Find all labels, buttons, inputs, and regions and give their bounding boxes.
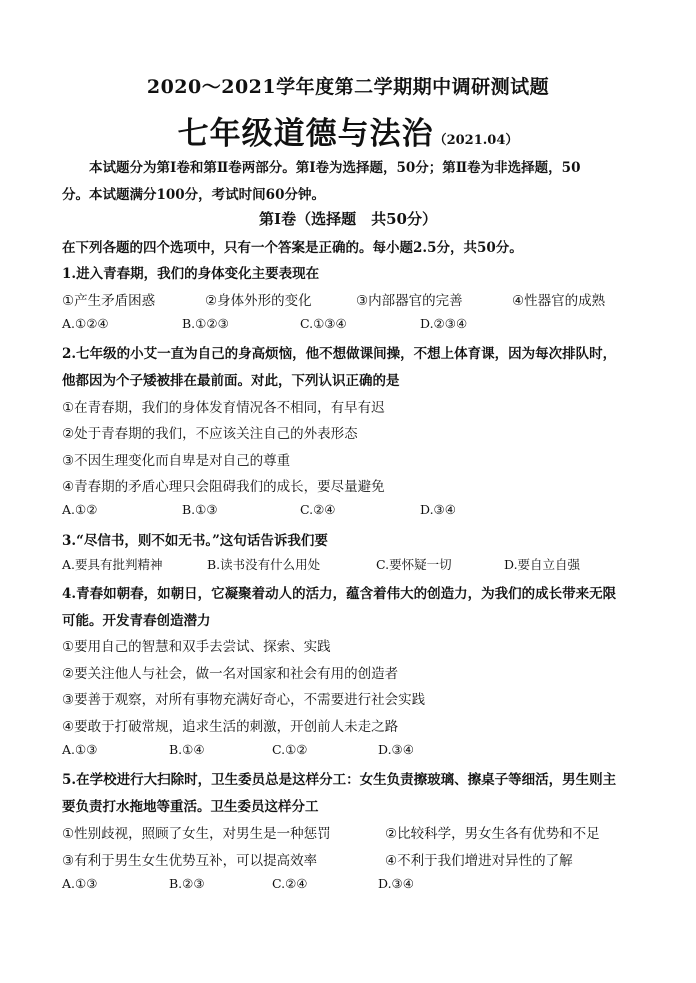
question-1-item: ④性器官的成熟 [512, 293, 606, 309]
question-5-answers [62, 876, 662, 894]
answer-option: D.③④ [420, 502, 456, 517]
question-5-item: ③有利于男生女生优势互补，可以提高效率 [62, 853, 318, 869]
answer-option: D.③④ [378, 742, 414, 757]
answer-option: C.①② [272, 742, 308, 757]
question-1-items [62, 289, 662, 307]
answer-option: D.要自立自强 [504, 557, 581, 572]
answer-option: B.①②③ [182, 316, 229, 331]
section-instruction: 在下列各题的四个选项中，只有一个答案是正确的。每小题2.5分，共50分。 [62, 240, 523, 256]
question-4-item: ③要善于观察，对所有事物充满好奇心，不需要进行社会实践 [62, 692, 426, 708]
question-2-item: ③不因生理变化而自卑是对自己的尊重 [62, 453, 291, 469]
question-5-items-row-1 [62, 822, 662, 840]
question-1-answers [62, 316, 662, 334]
subject-title [0, 108, 696, 153]
answer-option: C.②④ [300, 502, 336, 517]
question-1-item: ③内部器官的完善 [356, 293, 463, 309]
answer-option: B.①③ [182, 502, 218, 517]
question-2-item: ④青春期的矛盾心理只会阻碍我们的成长，要尽量避免 [62, 479, 385, 495]
intro-line-1: 本试题分为第Ⅰ卷和第Ⅱ卷两部分。第Ⅰ卷为选择题，50分；第Ⅱ卷为非选择题，50 [89, 160, 581, 176]
answer-option: D.②③④ [420, 316, 468, 331]
question-4-item: ①要用自己的智慧和双手去尝试、探索、实践 [62, 639, 331, 655]
answer-option: C.②④ [272, 876, 308, 891]
question-1-item: ①产生矛盾困惑 [62, 293, 156, 309]
subject-name: 七年级道德与法治 [177, 116, 434, 152]
question-4-stem-cont: 可能。开发青春创造潜力 [62, 613, 211, 629]
question-1-stem: 1.进入青春期，我们的身体变化主要表现在 [62, 266, 320, 282]
answer-option: B.①④ [169, 742, 205, 757]
exam-date: （2021.04） [433, 133, 519, 148]
answer-option: A.①②④ [62, 316, 109, 331]
answer-option: C.要怀疑一切 [376, 557, 452, 572]
answer-option: B.②③ [169, 876, 205, 891]
question-2-stem: 2.七年级的小艾一直为自己的身高烦恼，他不想做课间操，不想上体育课，因为每次排队时， [62, 346, 617, 362]
question-5-item: ②比较科学，男女生各有优势和不足 [385, 826, 600, 842]
answer-option: C.①③④ [300, 316, 347, 331]
answer-option: A.①③ [62, 742, 98, 757]
answer-option: D.③④ [378, 876, 414, 891]
question-2-item: ①在青春期，我们的身体发育情况各不相同，有早有迟 [62, 400, 385, 416]
question-4-item: ④要敢于打破常规，追求生活的刺激，开创前人未走之路 [62, 719, 399, 735]
answer-option: A.①② [62, 502, 98, 517]
question-5-items-row-2 [62, 849, 662, 867]
answer-option: A.①③ [62, 876, 98, 891]
question-3-stem: 3.“尽信书，则不如无书。”这句话告诉我们要 [62, 533, 328, 549]
question-4-item: ②要关注他人与社会，做一名对国家和社会有用的创造者 [62, 666, 399, 682]
question-5-stem: 5.在学校进行大扫除时，卫生委员总是这样分工：女生负责擦玻璃、擦桌子等细活，男生则主 [62, 772, 617, 788]
section-heading: 第Ⅰ卷（选择题 共50分） [259, 210, 437, 228]
question-2-item: ②处于青春期的我们，不应该关注自己的外表形态 [62, 426, 358, 442]
question-5-item: ④不利于我们增进对异性的了解 [385, 853, 573, 869]
question-5-item: ①性别歧视，照顾了女生，对男生是一种惩罚 [62, 826, 331, 842]
question-3-answers [62, 555, 662, 573]
intro-line-2: 分。本试题满分100分，考试时间60分钟。 [62, 187, 325, 203]
question-2-answers [62, 502, 662, 520]
answer-option: A.要具有批判精神 [62, 557, 163, 572]
question-5-stem-cont: 要负责打水拖地等重活。卫生委员这样分工 [62, 799, 319, 815]
exam-title: 2020～2021学年度第二学期期中调研测试题 [146, 76, 550, 98]
question-1-item: ②身体外形的变化 [205, 293, 312, 309]
answer-option: B.读书没有什么用处 [207, 557, 321, 572]
question-2-stem-cont: 他都因为个子矮被排在最前面。对此，下列认识正确的是 [62, 373, 400, 389]
question-4-answers [62, 742, 662, 760]
question-4-stem: 4.青春如朝春，如朝日，它凝聚着动人的活力，蕴含着伟大的创造力，为我们的成长带来无限 [62, 586, 617, 602]
